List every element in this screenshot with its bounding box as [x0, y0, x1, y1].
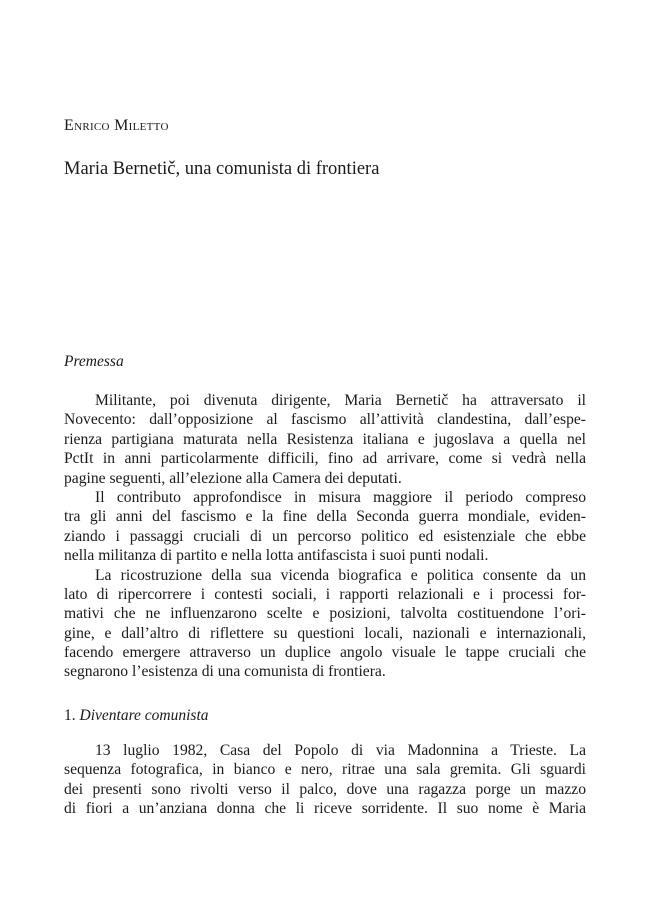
- article-title: Maria Bernetič, una comunista di frontiera: [64, 159, 380, 179]
- text-line: ziando i passaggi cruciali di un percorso politico ed esistenziale che ebbe: [64, 527, 586, 545]
- text-line: rienza partigiana maturata nella Resistenza italiana e jugoslava a quella nel: [64, 430, 586, 448]
- text-line: dei presenti sono rivolti verso il palco, dove una ragazza porge un mazzo: [64, 780, 586, 798]
- text-line: pagine seguenti, all’elezione alla Camera dei deputati.: [64, 469, 402, 487]
- text-line: lato di ripercorrere i contesti sociali, i rapporti relazionali e i processi for-: [64, 585, 586, 603]
- text-line: PctIt in anni particolarmente difficili, fino ad arrivare, come si vedrà nella: [64, 450, 586, 468]
- section-number: 1.: [64, 707, 76, 724]
- section1-body: [64, 741, 586, 819]
- text-line: segnarono l’esistenza di una comunista di frontiera.: [64, 663, 386, 681]
- text-line: facendo emergere attraverso un duplice angolo visuale le tappe cruciali che: [64, 644, 586, 662]
- section-title: Diventare comunista: [79, 707, 209, 724]
- text-line: di fiori a un’anziana donna che li riceve sorridente. Il suo nome è Maria: [64, 800, 586, 818]
- text-line: tra gli anni del fascismo e la fine della Seconda guerra mondiale, eviden-: [64, 508, 586, 526]
- text-line: La ricostruzione della sua vicenda biografica e politica consente da un: [95, 566, 586, 584]
- text-line: Novecento: dall’opposizione al fascismo all’attività clandestina, dall’espe-: [64, 411, 586, 429]
- text-line: Militante, poi divenuta dirigente, Maria Bernetič ha attraversato il: [95, 392, 586, 409]
- section-heading-premessa: Premessa: [64, 353, 124, 370]
- text-line: mativi che ne influenzarono scelte e posizioni, talvolta costituendone l’ori-: [64, 605, 586, 623]
- text-line: 13 luglio 1982, Casa del Popolo di via Madonnina a Trieste. La: [95, 742, 586, 759]
- section-heading-1: [64, 706, 209, 726]
- text-line: sequenza fotografica, in bianco e nero, ritrae una sala gremita. Gli sguardi: [64, 761, 586, 779]
- text-line: nella militanza di partito e nella lotta antifascista i suoi punti nodali.: [64, 547, 489, 565]
- text-line: Il contributo approfondisce in misura maggiore il periodo compreso: [95, 488, 586, 506]
- author-name: Enrico Miletto: [64, 117, 169, 134]
- premessa-body: [64, 391, 586, 682]
- text-line: gine, e dall’altro di riflettere su questioni locali, nazionali e internazionali,: [64, 624, 586, 642]
